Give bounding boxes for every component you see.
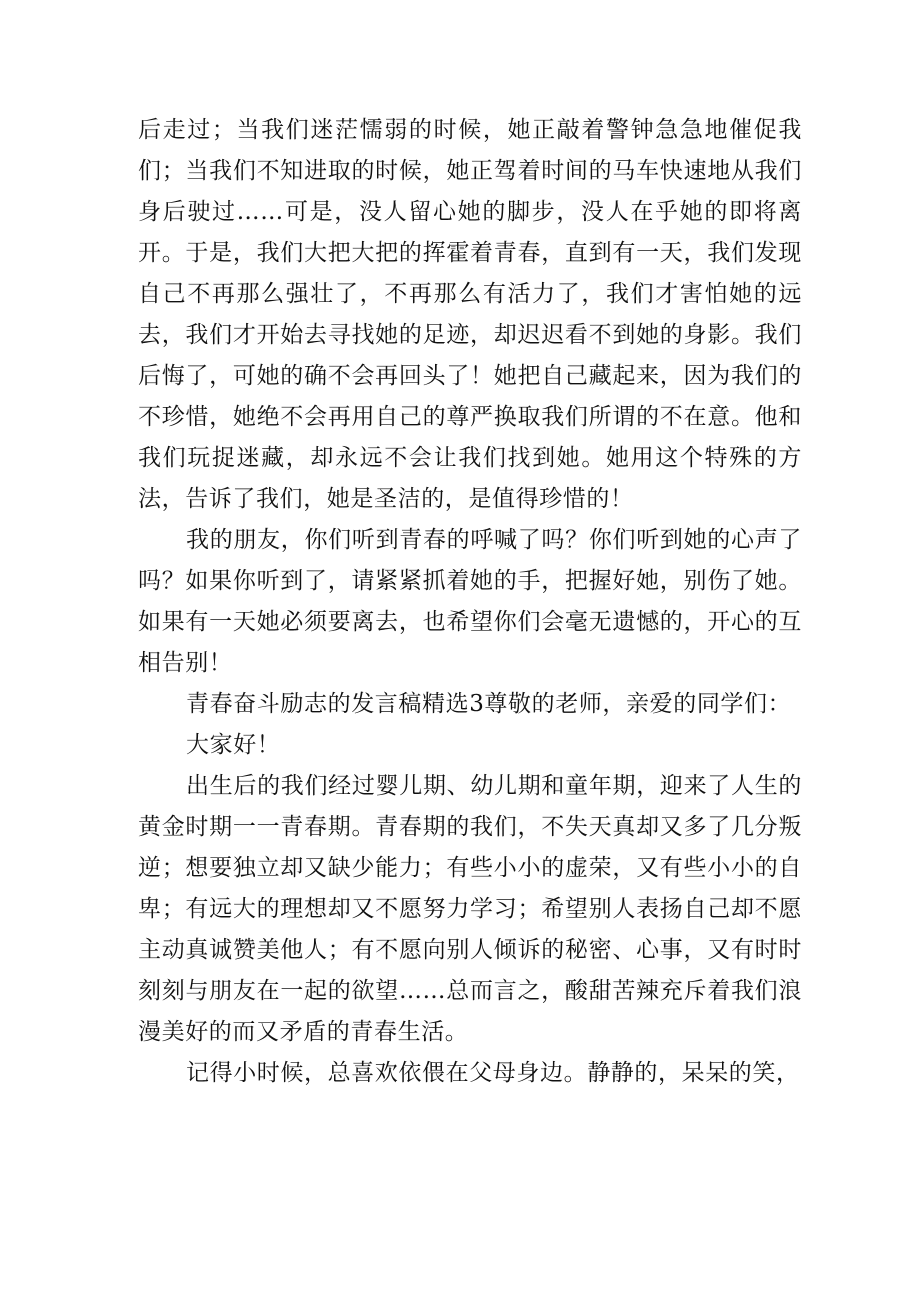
paragraph-4-greeting: 大家好！ [186,732,281,758]
paragraph-5: 出生后的我们经过婴儿期、幼儿期和童年期，迎来了人生的黄金时期一一青春期。青春期的我们，不失天真却又多了几分叛逆；想要独立却又缺少能力；有些小小的虚荣，又有些小小的自卑；有远大的理想却又不愿努力学习；希望别人表扬自己却不愿主动真诚赞美他人；有不愿向别人倾诉的秘密、心事，又有时时刻刻与朋友在一起的欲望……总而言之，酸甜苦辣充斥着我们浪漫美好的而又矛盾的青春生活。 [138,773,802,1045]
paragraph-1: 后走过；当我们迷茫懦弱的时候，她正敲着警钟急急地催促我们；当我们不知进取的时候，她正驾着时间的马车快速地从我们身后驶过……可是，没人留心她的脚步，没人在乎她的即将离开。于是，我们大把大把的挥霍着青春，直到有一天，我们发现自己不再那么强壮了，不再那么有活力了，我们才害怕她的远去，我们才开始去寻找她的足迹，却迟迟看不到她的身影。我们后悔了，可她的确不会再回头了！她把自己藏起来，因为我们的不珍惜，她绝不会再用自己的尊严换取我们所谓的不在意。他和我们玩捉迷藏，却永远不会让我们找到她。她用这个特殊的方法，告诉了我们，她是圣洁的，是值得珍惜的！ [138,117,802,512]
paragraph-2: 我的朋友，你们听到青春的呼喊了吗？你们听到她的心声了吗？如果你听到了，请紧紧抓着她的手，把握好她，别伤了她。如果有一天她必须要离去，也希望你们会毫无遗憾的，开心的互相告别！ [138,527,802,676]
document-body [138,110,802,1094]
paragraph-6: 记得小时候，总喜欢依偎在父母身边。静静的，呆呆的笑， [186,1060,800,1086]
paragraph-3-heading: 青春奋斗励志的发言稿精选3尊敬的老师，亲爱的同学们： [186,691,792,717]
